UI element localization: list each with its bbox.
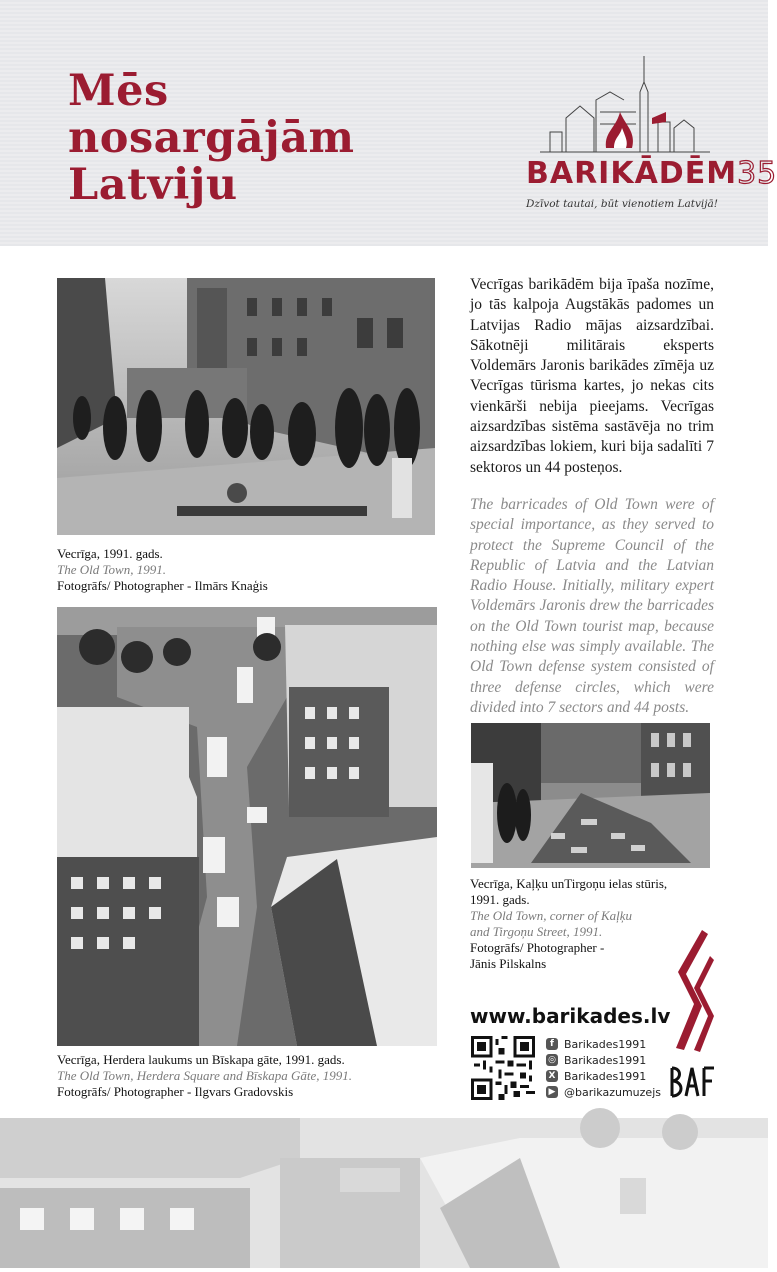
photo-3-credit-1: Fotogrāfs/ Photographer - [470,940,605,955]
photo-3-caption-en-1: The Old Town, corner of Kaļķu [470,908,633,923]
title-line-3: Latviju [68,160,238,210]
photo-3-caption-lv-1: Vecrīga, Kaļķu unTirgoņu ielas stūris, [470,876,668,891]
title-line-2: nosargājām [68,113,355,163]
social-instagram[interactable] [546,1052,661,1068]
photo-2-caption [57,1052,437,1100]
photo-3-credit-2: Jānis Pilskalns [470,956,547,971]
youtube-icon: ▶ [546,1086,558,1098]
logo-wordmark: BARIKĀDĒM35 [526,156,777,191]
photo-street-barricade [57,278,435,535]
social-links [546,1036,661,1100]
social-facebook-label: Barikades1991 [564,1037,647,1051]
page-title [68,68,468,209]
body-text-lv: Vecrīgas barikādēm bija īpaša nozīme, jo tās kalpoja Augstākās padomes un Latvijas Radio mājas aizsardzībai. Sākotnēji militārais eksperts Voldemārs Jaronis barikādes zīmēja uz Vecrīgas tūrisma kartes, jo nekas cits vienkārši nebija pieejams. Vecrīgas aizsardzības sistēma sastāvēja no trim aizsardzības lokiem, kuri bija sadalīti 7 sektoros un 44 posteņos. [470,276,714,476]
social-x[interactable] [546,1068,661,1084]
social-instagram-label: Barikades1991 [564,1053,647,1067]
photo-3-caption-en-2: and Tirgoņu Street, 1991. [470,924,603,939]
footer-background-photo [0,1118,768,1268]
photo-1-credit: Fotogrāfs/ Photographer - Ilmārs Knaģis [57,578,268,593]
x-icon: X [546,1070,558,1082]
title-line-1: Mēs [68,66,169,116]
social-facebook[interactable] [546,1036,661,1052]
social-youtube-label: @barikazumuzejs [564,1085,661,1099]
photo-2-credit: Fotogrāfs/ Photographer - Ilgvars Gradovskis [57,1084,294,1099]
photo-corner-rubble [471,723,710,868]
baf-logo-icon [664,928,716,1100]
instagram-icon: ◎ [546,1054,558,1066]
logo-tagline: Dzīvot tautai, būt vienotiem Latvijā! [525,198,719,210]
social-x-label: Barikades1991 [564,1069,647,1083]
body-text-en: The barricades of Old Town were of special importance, as they served to protect the Supreme Council of the Republic of Latvia and the Latvian Radio House. Initially, military expert Voldemārs Jaronis drew the barricades on the Old Town tourist map, because nothing else was simply available. The Old Town defense system consisted of three defense circles, which were divided into 7 sectors and 44 posts. [470,496,714,716]
social-youtube[interactable] [546,1084,661,1100]
photo-aerial-square [57,607,437,1046]
photo-2-caption-lv: Vecrīga, Herdera laukums un Bīskapa gāte, 1991. gads. [57,1052,345,1067]
qr-code[interactable] [471,1036,535,1100]
photo-1-caption-lv: Vecrīga, 1991. gads. [57,546,163,561]
barikadem35-logo [522,52,777,222]
photo-3-caption-lv-2: 1991. gads. [470,892,530,907]
photo-1-caption-en: The Old Town, 1991. [57,562,166,577]
website-link[interactable]: www.barikades.lv [470,1004,671,1028]
facebook-icon: f [546,1038,558,1050]
city-skyline-logo-icon [540,52,710,156]
photo-2-caption-en: The Old Town, Herdera Square and Bīskapa Gāte, 1991. [57,1068,353,1083]
photo-1-caption [57,546,437,594]
